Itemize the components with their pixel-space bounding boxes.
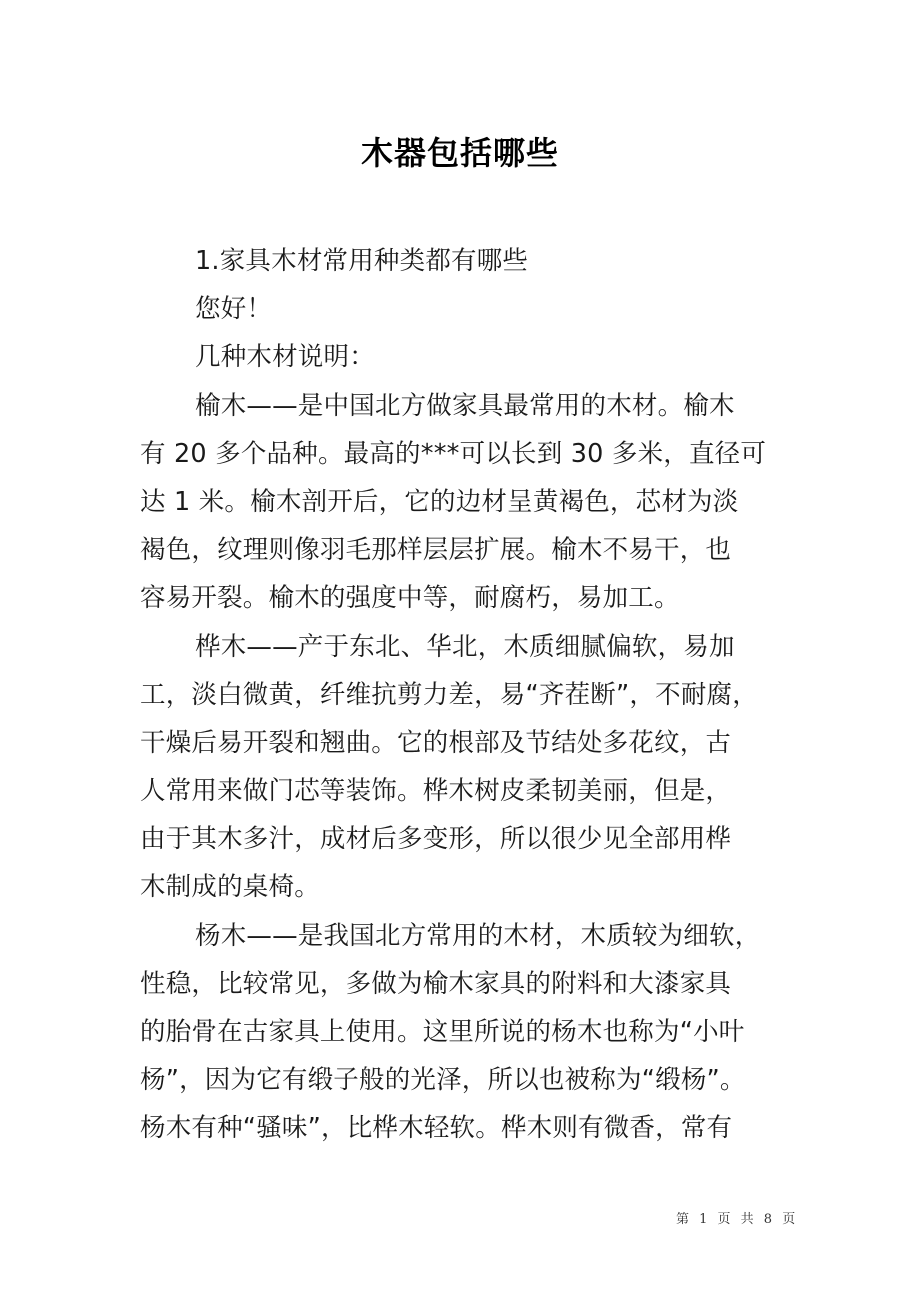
paragraph-line: 有 20 多个品种。最高的***可以长到 30 多米，直径可 xyxy=(140,438,767,469)
paragraph-line: 榆木——是中国北方做家具最常用的木材。榆木 xyxy=(195,390,735,421)
document-body xyxy=(140,237,784,1153)
document-title: 木器包括哪些 xyxy=(360,134,559,172)
paragraph-line: 工，淡白微黄，纤维抗剪力差，易“齐茬断”，不耐腐， xyxy=(140,679,758,710)
heading-question: 1.家具木材常用种类都有哪些 xyxy=(195,246,529,276)
paragraph-line: 杨木——是我国北方常用的木材，木质较为细软， xyxy=(195,920,761,951)
greeting: 您好！ xyxy=(195,294,273,325)
paragraph-line: 容易开裂。榆木的强度中等，耐腐朽，易加工。 xyxy=(140,583,680,614)
intro-line: 几种木材说明： xyxy=(195,342,375,373)
paragraph-line: 杨木有种“骚味”，比桦木轻软。桦木则有微香，常有 xyxy=(140,1113,733,1144)
paragraph-line: 人常用来做门芯等装饰。桦木树皮柔韧美丽，但是， xyxy=(140,776,732,807)
paragraph-line: 木制成的桌椅。 xyxy=(140,872,320,903)
paragraph-line: 达 1 米。榆木剖开后，它的边材呈黄褐色，芯材为淡 xyxy=(140,486,739,517)
paragraph-line: 桦木——产于东北、华北，木质细腻偏软，易加 xyxy=(195,631,735,662)
page-number-footer: 第 1 页 共 8 页 xyxy=(676,1212,797,1227)
paragraph-line: 杨”，因为它有缎子般的光泽，所以也被称为“缎杨”。 xyxy=(140,1065,746,1096)
paragraph-line: 性稳，比较常见，多做为榆木家具的附料和大漆家具 xyxy=(140,968,732,999)
paragraph-line: 由于其木多汁，成材后多变形，所以很少见全部用桦 xyxy=(140,824,732,855)
paragraph-line: 的胎骨在古家具上使用。这里所说的杨木也称为“小叶 xyxy=(140,1017,745,1047)
paragraph-line: 褐色，纹理则像羽毛那样层层扩展。榆木不易干，也 xyxy=(140,535,732,566)
paragraph-line: 干燥后易开裂和翘曲。它的根部及节结处多花纹，古 xyxy=(140,727,732,758)
